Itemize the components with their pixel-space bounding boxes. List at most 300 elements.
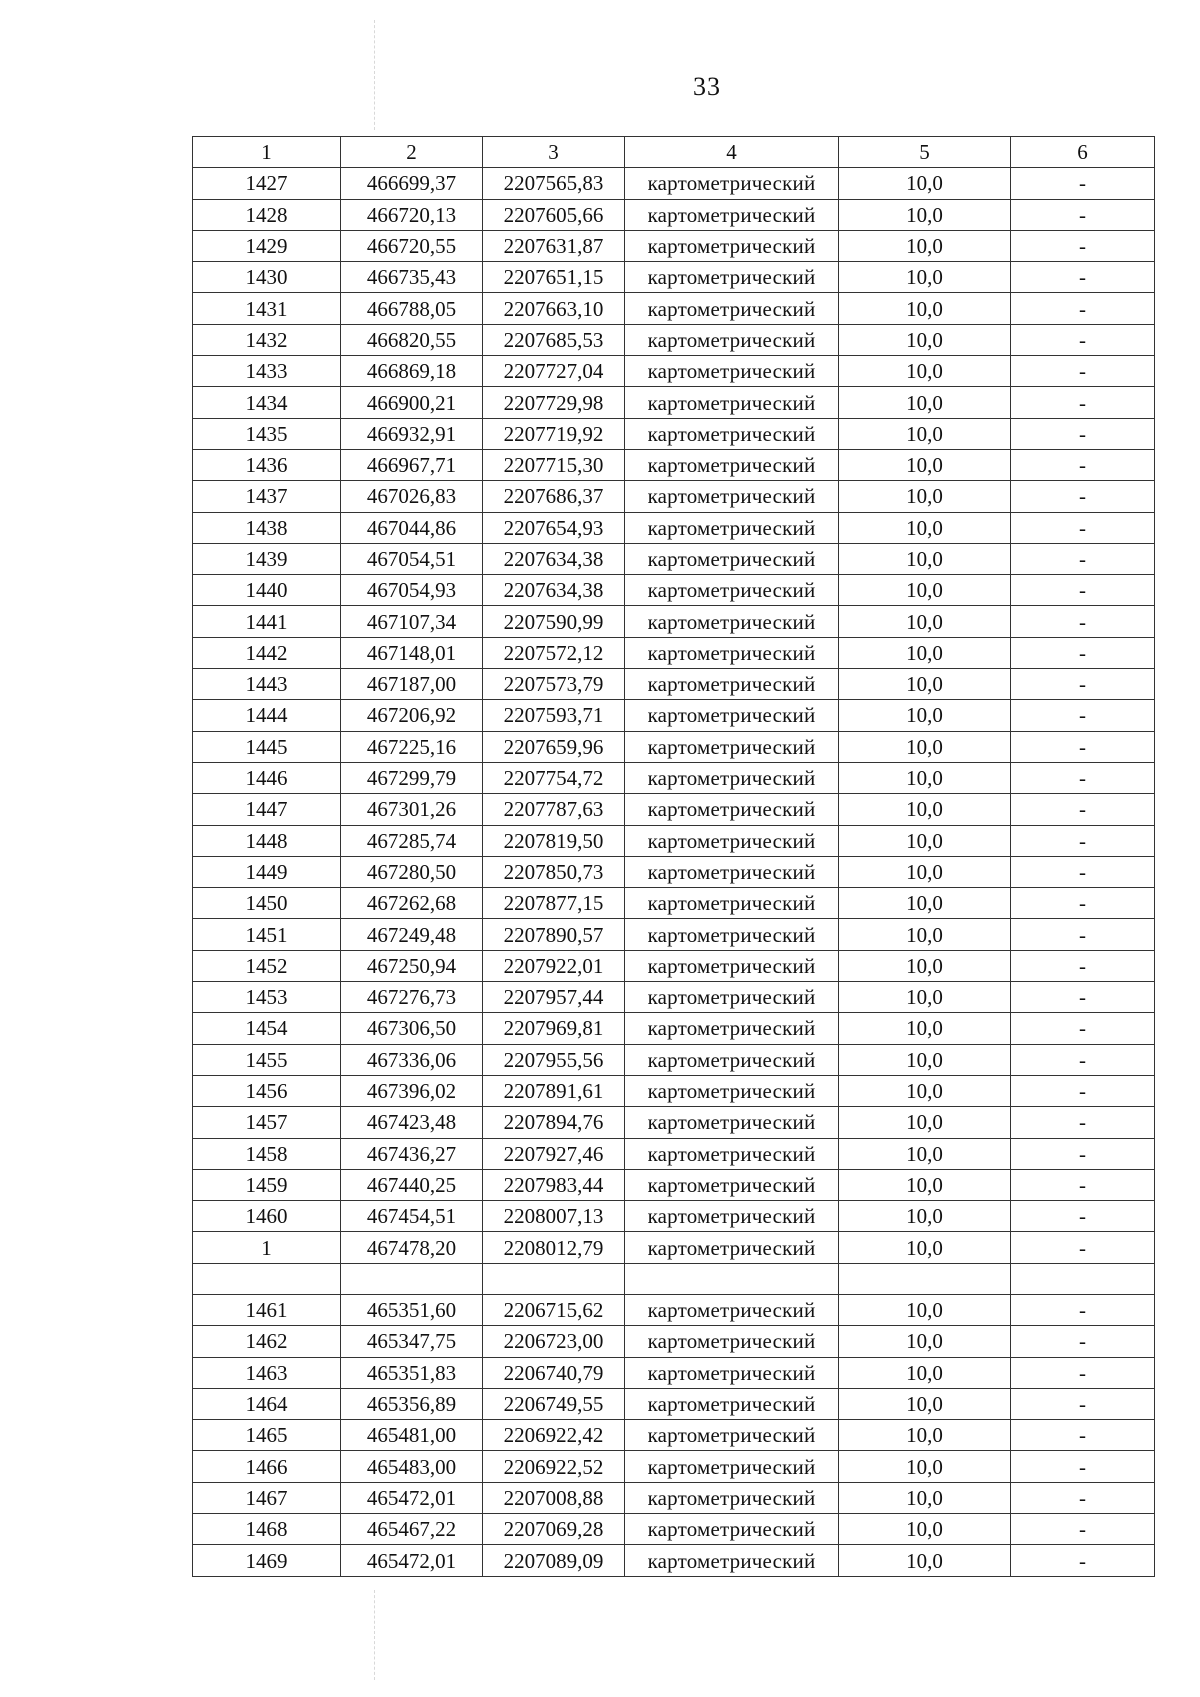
y-coordinate-cell: 2207891,61: [483, 1075, 625, 1106]
method-cell: картометрический: [625, 794, 839, 825]
y-coordinate-cell: 2207850,73: [483, 856, 625, 887]
point-number-cell: 1456: [193, 1075, 341, 1106]
method-cell: картометрический: [625, 356, 839, 387]
x-coordinate-cell: 467054,51: [341, 543, 483, 574]
y-coordinate-cell: 2207089,09: [483, 1545, 625, 1576]
header-cell: 2: [341, 137, 483, 168]
point-number-cell: 1451: [193, 919, 341, 950]
y-coordinate-cell: 2207605,66: [483, 199, 625, 230]
x-coordinate-cell: 465483,00: [341, 1451, 483, 1482]
table-row: [193, 1107, 1155, 1138]
point-number-cell: 1458: [193, 1138, 341, 1169]
page-number: 33: [693, 72, 721, 101]
accuracy-cell: 10,0: [839, 324, 1011, 355]
method-cell: картометрический: [625, 888, 839, 919]
table-row: [193, 950, 1155, 981]
point-number-cell: 1441: [193, 606, 341, 637]
y-coordinate-cell: 2207631,87: [483, 230, 625, 261]
note-cell: -: [1011, 230, 1155, 261]
table-row: [193, 1263, 1155, 1294]
note-cell: -: [1011, 731, 1155, 762]
y-coordinate-cell: 2207634,38: [483, 543, 625, 574]
note-cell: -: [1011, 512, 1155, 543]
accuracy-cell: 10,0: [839, 1044, 1011, 1075]
note-cell: [1011, 1263, 1155, 1294]
x-coordinate-cell: 467148,01: [341, 637, 483, 668]
point-number-cell: 1429: [193, 230, 341, 261]
table-row: [193, 825, 1155, 856]
point-number-cell: 1428: [193, 199, 341, 230]
method-cell: картометрический: [625, 449, 839, 480]
method-cell: картометрический: [625, 324, 839, 355]
table-row: [193, 606, 1155, 637]
note-cell: -: [1011, 794, 1155, 825]
x-coordinate-cell: 466735,43: [341, 262, 483, 293]
x-coordinate-cell: [341, 1263, 483, 1294]
method-cell: картометрический: [625, 1232, 839, 1263]
accuracy-cell: 10,0: [839, 637, 1011, 668]
table-row: [193, 1201, 1155, 1232]
note-cell: -: [1011, 1201, 1155, 1232]
y-coordinate-cell: 2206723,00: [483, 1326, 625, 1357]
point-number-cell: 1457: [193, 1107, 341, 1138]
point-number-cell: 1432: [193, 324, 341, 355]
table-row: [193, 700, 1155, 731]
table-row: [193, 481, 1155, 512]
x-coordinate-cell: 467225,16: [341, 731, 483, 762]
note-cell: -: [1011, 1326, 1155, 1357]
table-row: [193, 1169, 1155, 1200]
y-coordinate-cell: 2207894,76: [483, 1107, 625, 1138]
point-number-cell: 1466: [193, 1451, 341, 1482]
method-cell: картометрический: [625, 512, 839, 543]
x-coordinate-cell: 465351,60: [341, 1294, 483, 1325]
y-coordinate-cell: 2207729,98: [483, 387, 625, 418]
header-cell: 5: [839, 137, 1011, 168]
method-cell: картометрический: [625, 1420, 839, 1451]
y-coordinate-cell: 2207663,10: [483, 293, 625, 324]
accuracy-cell: 10,0: [839, 1169, 1011, 1200]
method-cell: картометрический: [625, 637, 839, 668]
note-cell: -: [1011, 669, 1155, 700]
method-cell: картометрический: [625, 481, 839, 512]
table-row: [193, 762, 1155, 793]
y-coordinate-cell: 2207573,79: [483, 669, 625, 700]
method-cell: картометрический: [625, 1357, 839, 1388]
y-coordinate-cell: 2207754,72: [483, 762, 625, 793]
point-number-cell: 1438: [193, 512, 341, 543]
note-cell: -: [1011, 543, 1155, 574]
point-number-cell: 1447: [193, 794, 341, 825]
y-coordinate-cell: 2207572,12: [483, 637, 625, 668]
table-row: [193, 637, 1155, 668]
table-row: [193, 387, 1155, 418]
table-row: [193, 1357, 1155, 1388]
point-number-cell: 1459: [193, 1169, 341, 1200]
y-coordinate-cell: 2207685,53: [483, 324, 625, 355]
x-coordinate-cell: 467336,06: [341, 1044, 483, 1075]
point-number-cell: 1448: [193, 825, 341, 856]
y-coordinate-cell: 2207983,44: [483, 1169, 625, 1200]
point-number-cell: 1443: [193, 669, 341, 700]
x-coordinate-cell: 465472,01: [341, 1482, 483, 1513]
point-number-cell: 1435: [193, 418, 341, 449]
method-cell: картометрический: [625, 387, 839, 418]
y-coordinate-cell: 2208012,79: [483, 1232, 625, 1263]
accuracy-cell: 10,0: [839, 982, 1011, 1013]
point-number-cell: 1461: [193, 1294, 341, 1325]
method-cell: картометрический: [625, 700, 839, 731]
table-row: [193, 230, 1155, 261]
x-coordinate-cell: 465472,01: [341, 1545, 483, 1576]
point-number-cell: 1455: [193, 1044, 341, 1075]
y-coordinate-cell: 2207069,28: [483, 1514, 625, 1545]
x-coordinate-cell: 465351,83: [341, 1357, 483, 1388]
table-row: [193, 1138, 1155, 1169]
note-cell: -: [1011, 575, 1155, 606]
accuracy-cell: 10,0: [839, 606, 1011, 637]
note-cell: -: [1011, 262, 1155, 293]
x-coordinate-cell: 465347,75: [341, 1326, 483, 1357]
note-cell: -: [1011, 1451, 1155, 1482]
table-row: [193, 1294, 1155, 1325]
y-coordinate-cell: 2207590,99: [483, 606, 625, 637]
x-coordinate-cell: 467396,02: [341, 1075, 483, 1106]
x-coordinate-cell: 467250,94: [341, 950, 483, 981]
point-number-cell: 1463: [193, 1357, 341, 1388]
table-row: [193, 1545, 1155, 1576]
note-cell: -: [1011, 324, 1155, 355]
y-coordinate-cell: 2207659,96: [483, 731, 625, 762]
x-coordinate-cell: 467478,20: [341, 1232, 483, 1263]
point-number-cell: 1464: [193, 1388, 341, 1419]
accuracy-cell: 10,0: [839, 700, 1011, 731]
accuracy-cell: 10,0: [839, 418, 1011, 449]
table-row: [193, 982, 1155, 1013]
x-coordinate-cell: 467423,48: [341, 1107, 483, 1138]
x-coordinate-cell: 467026,83: [341, 481, 483, 512]
accuracy-cell: 10,0: [839, 230, 1011, 261]
x-coordinate-cell: 466932,91: [341, 418, 483, 449]
y-coordinate-cell: 2207715,30: [483, 449, 625, 480]
table-row: [193, 1451, 1155, 1482]
note-cell: -: [1011, 1044, 1155, 1075]
y-coordinate-cell: 2207922,01: [483, 950, 625, 981]
note-cell: -: [1011, 481, 1155, 512]
x-coordinate-cell: 467206,92: [341, 700, 483, 731]
x-coordinate-cell: 467044,86: [341, 512, 483, 543]
x-coordinate-cell: 467054,93: [341, 575, 483, 606]
x-coordinate-cell: 467107,34: [341, 606, 483, 637]
note-cell: -: [1011, 168, 1155, 199]
accuracy-cell: 10,0: [839, 356, 1011, 387]
method-cell: картометрический: [625, 418, 839, 449]
point-number-cell: 1452: [193, 950, 341, 981]
accuracy-cell: 10,0: [839, 1357, 1011, 1388]
accuracy-cell: 10,0: [839, 387, 1011, 418]
point-number-cell: 1: [193, 1232, 341, 1263]
table-row: [193, 449, 1155, 480]
method-cell: картометрический: [625, 230, 839, 261]
accuracy-cell: 10,0: [839, 919, 1011, 950]
y-coordinate-cell: 2207969,81: [483, 1013, 625, 1044]
point-number-cell: 1439: [193, 543, 341, 574]
table-row: [193, 1326, 1155, 1357]
accuracy-cell: 10,0: [839, 888, 1011, 919]
table-row: [193, 1388, 1155, 1419]
accuracy-cell: 10,0: [839, 481, 1011, 512]
table-row: [193, 919, 1155, 950]
method-cell: картометрический: [625, 1451, 839, 1482]
point-number-cell: 1465: [193, 1420, 341, 1451]
x-coordinate-cell: 467436,27: [341, 1138, 483, 1169]
method-cell: картометрический: [625, 1044, 839, 1075]
note-cell: -: [1011, 387, 1155, 418]
table-row: [193, 794, 1155, 825]
method-cell: картометрический: [625, 606, 839, 637]
point-number-cell: 1453: [193, 982, 341, 1013]
method-cell: картометрический: [625, 168, 839, 199]
accuracy-cell: 10,0: [839, 950, 1011, 981]
note-cell: -: [1011, 888, 1155, 919]
x-coordinate-cell: 466720,55: [341, 230, 483, 261]
y-coordinate-cell: [483, 1263, 625, 1294]
point-number-cell: 1433: [193, 356, 341, 387]
y-coordinate-cell: 2207565,83: [483, 168, 625, 199]
note-cell: -: [1011, 1388, 1155, 1419]
method-cell: картометрический: [625, 575, 839, 606]
accuracy-cell: 10,0: [839, 1482, 1011, 1513]
table-row: [193, 512, 1155, 543]
point-number-cell: 1454: [193, 1013, 341, 1044]
method-cell: картометрический: [625, 731, 839, 762]
coordinates-table: [192, 136, 1155, 1577]
accuracy-cell: 10,0: [839, 1138, 1011, 1169]
table-row: [193, 1482, 1155, 1513]
note-cell: -: [1011, 1545, 1155, 1576]
table-row: [193, 1514, 1155, 1545]
y-coordinate-cell: 2207877,15: [483, 888, 625, 919]
method-cell: картометрический: [625, 1013, 839, 1044]
method-cell: картометрический: [625, 1326, 839, 1357]
y-coordinate-cell: 2207686,37: [483, 481, 625, 512]
method-cell: картометрический: [625, 1201, 839, 1232]
note-cell: -: [1011, 825, 1155, 856]
y-coordinate-cell: 2207719,92: [483, 418, 625, 449]
method-cell: картометрический: [625, 762, 839, 793]
point-number-cell: 1442: [193, 637, 341, 668]
x-coordinate-cell: 465481,00: [341, 1420, 483, 1451]
accuracy-cell: 10,0: [839, 856, 1011, 887]
table-row: [193, 856, 1155, 887]
x-coordinate-cell: 467440,25: [341, 1169, 483, 1200]
y-coordinate-cell: 2206922,52: [483, 1451, 625, 1482]
point-number-cell: 1434: [193, 387, 341, 418]
table-row: [193, 543, 1155, 574]
x-coordinate-cell: 466869,18: [341, 356, 483, 387]
x-coordinate-cell: 467306,50: [341, 1013, 483, 1044]
table-row: [193, 262, 1155, 293]
note-cell: -: [1011, 1169, 1155, 1200]
table-row: [193, 168, 1155, 199]
method-cell: картометрический: [625, 856, 839, 887]
point-number-cell: 1460: [193, 1201, 341, 1232]
x-coordinate-cell: 466967,71: [341, 449, 483, 480]
accuracy-cell: 10,0: [839, 575, 1011, 606]
method-cell: картометрический: [625, 199, 839, 230]
point-number-cell: 1445: [193, 731, 341, 762]
note-cell: -: [1011, 1357, 1155, 1388]
accuracy-cell: 10,0: [839, 1451, 1011, 1482]
table-row: [193, 731, 1155, 762]
note-cell: -: [1011, 293, 1155, 324]
y-coordinate-cell: 2207955,56: [483, 1044, 625, 1075]
y-coordinate-cell: 2207787,63: [483, 794, 625, 825]
accuracy-cell: 10,0: [839, 762, 1011, 793]
accuracy-cell: 10,0: [839, 449, 1011, 480]
x-coordinate-cell: 465467,22: [341, 1514, 483, 1545]
accuracy-cell: 10,0: [839, 1420, 1011, 1451]
accuracy-cell: 10,0: [839, 199, 1011, 230]
point-number-cell: 1469: [193, 1545, 341, 1576]
x-coordinate-cell: 467454,51: [341, 1201, 483, 1232]
method-cell: [625, 1263, 839, 1294]
table-row: [193, 888, 1155, 919]
method-cell: картометрический: [625, 919, 839, 950]
note-cell: -: [1011, 449, 1155, 480]
y-coordinate-cell: 2206715,62: [483, 1294, 625, 1325]
x-coordinate-cell: 466788,05: [341, 293, 483, 324]
x-coordinate-cell: 467262,68: [341, 888, 483, 919]
point-number-cell: 1462: [193, 1326, 341, 1357]
point-number-cell: 1437: [193, 481, 341, 512]
method-cell: картометрический: [625, 1169, 839, 1200]
accuracy-cell: [839, 1263, 1011, 1294]
note-cell: -: [1011, 950, 1155, 981]
note-cell: -: [1011, 700, 1155, 731]
accuracy-cell: 10,0: [839, 1545, 1011, 1576]
y-coordinate-cell: 2206922,42: [483, 1420, 625, 1451]
point-number-cell: 1427: [193, 168, 341, 199]
accuracy-cell: 10,0: [839, 543, 1011, 574]
method-cell: картометрический: [625, 825, 839, 856]
point-number-cell: 1430: [193, 262, 341, 293]
accuracy-cell: 10,0: [839, 1075, 1011, 1106]
note-cell: -: [1011, 762, 1155, 793]
table-row: [193, 1013, 1155, 1044]
note-cell: -: [1011, 199, 1155, 230]
x-coordinate-cell: 466900,21: [341, 387, 483, 418]
method-cell: картометрический: [625, 1138, 839, 1169]
header-cell: 3: [483, 137, 625, 168]
table-row: [193, 1420, 1155, 1451]
y-coordinate-cell: 2207819,50: [483, 825, 625, 856]
point-number-cell: 1450: [193, 888, 341, 919]
note-cell: -: [1011, 418, 1155, 449]
y-coordinate-cell: 2207927,46: [483, 1138, 625, 1169]
table-row: [193, 418, 1155, 449]
y-coordinate-cell: 2207957,44: [483, 982, 625, 1013]
note-cell: -: [1011, 637, 1155, 668]
note-cell: -: [1011, 356, 1155, 387]
x-coordinate-cell: 466820,55: [341, 324, 483, 355]
method-cell: картометрический: [625, 950, 839, 981]
y-coordinate-cell: 2208007,13: [483, 1201, 625, 1232]
accuracy-cell: 10,0: [839, 1013, 1011, 1044]
x-coordinate-cell: 467301,26: [341, 794, 483, 825]
point-number-cell: 1444: [193, 700, 341, 731]
x-coordinate-cell: 467280,50: [341, 856, 483, 887]
method-cell: картометрический: [625, 262, 839, 293]
note-cell: -: [1011, 1232, 1155, 1263]
accuracy-cell: 10,0: [839, 293, 1011, 324]
method-cell: картометрический: [625, 1482, 839, 1513]
note-cell: -: [1011, 1107, 1155, 1138]
point-number-cell: 1467: [193, 1482, 341, 1513]
point-number-cell: 1449: [193, 856, 341, 887]
point-number-cell: 1446: [193, 762, 341, 793]
accuracy-cell: 10,0: [839, 512, 1011, 543]
method-cell: картометрический: [625, 293, 839, 324]
x-coordinate-cell: 466720,13: [341, 199, 483, 230]
accuracy-cell: 10,0: [839, 1326, 1011, 1357]
accuracy-cell: 10,0: [839, 1232, 1011, 1263]
note-cell: -: [1011, 1482, 1155, 1513]
y-coordinate-cell: 2207008,88: [483, 1482, 625, 1513]
method-cell: картометрический: [625, 1294, 839, 1325]
accuracy-cell: 10,0: [839, 669, 1011, 700]
method-cell: картометрический: [625, 1388, 839, 1419]
x-coordinate-cell: 466699,37: [341, 168, 483, 199]
note-cell: -: [1011, 1138, 1155, 1169]
point-number-cell: 1431: [193, 293, 341, 324]
point-number-cell: [193, 1263, 341, 1294]
accuracy-cell: 10,0: [839, 731, 1011, 762]
table-row: [193, 324, 1155, 355]
accuracy-cell: 10,0: [839, 1294, 1011, 1325]
y-coordinate-cell: 2207890,57: [483, 919, 625, 950]
table-row: [193, 669, 1155, 700]
method-cell: картометрический: [625, 1107, 839, 1138]
y-coordinate-cell: 2207654,93: [483, 512, 625, 543]
table-row: [193, 1232, 1155, 1263]
x-coordinate-cell: 467187,00: [341, 669, 483, 700]
y-coordinate-cell: 2207727,04: [483, 356, 625, 387]
method-cell: картометрический: [625, 543, 839, 574]
point-number-cell: 1468: [193, 1514, 341, 1545]
y-coordinate-cell: 2206749,55: [483, 1388, 625, 1419]
header-cell: 4: [625, 137, 839, 168]
method-cell: картометрический: [625, 669, 839, 700]
x-coordinate-cell: 467276,73: [341, 982, 483, 1013]
table-row: [193, 293, 1155, 324]
note-cell: -: [1011, 606, 1155, 637]
table-row: [193, 199, 1155, 230]
method-cell: картометрический: [625, 982, 839, 1013]
accuracy-cell: 10,0: [839, 1514, 1011, 1545]
note-cell: -: [1011, 982, 1155, 1013]
accuracy-cell: 10,0: [839, 794, 1011, 825]
table-body: [193, 137, 1155, 1577]
accuracy-cell: 10,0: [839, 262, 1011, 293]
method-cell: картометрический: [625, 1514, 839, 1545]
y-coordinate-cell: 2207593,71: [483, 700, 625, 731]
table-row: [193, 575, 1155, 606]
x-coordinate-cell: 467285,74: [341, 825, 483, 856]
table-row: [193, 1044, 1155, 1075]
method-cell: картометрический: [625, 1075, 839, 1106]
note-cell: -: [1011, 1075, 1155, 1106]
